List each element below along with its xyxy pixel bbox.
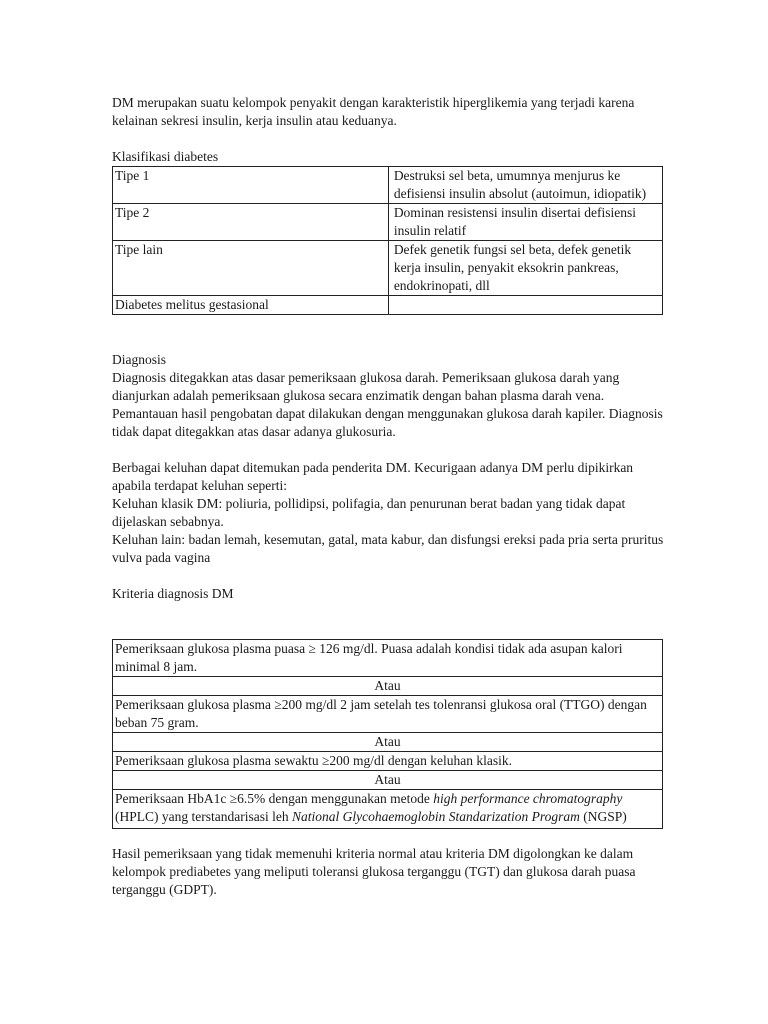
table-row bbox=[113, 696, 663, 733]
document-page bbox=[112, 94, 664, 899]
table-row bbox=[113, 733, 663, 752]
classification-table bbox=[112, 166, 663, 315]
criteria-text: (NGSP) bbox=[579, 809, 627, 824]
or-cell: Atau bbox=[113, 771, 663, 790]
criteria-text: (HPLC) yang terstandarisasi leh bbox=[115, 809, 292, 824]
table-row bbox=[113, 771, 663, 790]
table-row bbox=[113, 790, 663, 829]
description-cell bbox=[388, 296, 662, 315]
criteria-cell: Pemeriksaan glukosa plasma sewaktu ≥200 mg/dl dengan keluhan klasik. bbox=[113, 752, 663, 771]
criteria-italic-text: high performance chromatography bbox=[433, 791, 623, 806]
type-cell: Diabetes melitus gestasional bbox=[113, 296, 389, 315]
table-row bbox=[113, 752, 663, 771]
table-row bbox=[113, 241, 663, 296]
criteria-heading: Kriteria diagnosis DM bbox=[112, 586, 234, 601]
table-row bbox=[113, 677, 663, 696]
diagnosis-paragraph: Diagnosis ditegakkan atas dasar pemeriksaan glukosa darah. Pemeriksaan glukosa darah yang dianjurkan adalah pemeriksaan glukosa secara enzimatik dengan bahan plasma darah vena. Pemantauan hasil pengobatan dapat dilakukan dengan menggunakan glukosa darah kapiler. Diagnosis tidak dapat ditegakkan atas dasar adanya glukosuria. bbox=[112, 370, 663, 439]
criteria-italic-text: National Glycohaemoglobin Standarization Program bbox=[291, 809, 580, 824]
criteria-table bbox=[112, 639, 663, 829]
criteria-text: Pemeriksaan HbA1c ≥6.5% dengan menggunakan metode bbox=[115, 791, 434, 806]
table-row bbox=[113, 167, 663, 204]
or-cell: Atau bbox=[113, 677, 663, 696]
table-row bbox=[113, 296, 663, 315]
type-cell: Tipe 1 bbox=[113, 167, 389, 204]
classification-heading: Klasifikasi diabetes bbox=[112, 149, 219, 164]
other-complaints: Keluhan lain: badan lemah, kesemutan, gatal, mata kabur, dan disfungsi ereksi pada pria serta pruritus vulva pada vagina bbox=[112, 532, 664, 565]
closing-paragraph: Hasil pemeriksaan yang tidak memenuhi kriteria normal atau kriteria DM digolongkan ke dalam kelompok prediabetes yang meliputi toleransi glukosa terganggu (TGT) dan glukosa darah puasa terganggu (GDPT). bbox=[112, 846, 636, 897]
description-cell: Defek genetik fungsi sel beta, defek genetik kerja insulin, penyakit eksokrin pankreas, endokrinopati, dll bbox=[388, 241, 662, 296]
criteria-cell: Pemeriksaan glukosa plasma ≥200 mg/dl 2 jam setelah tes tolenransi glukosa oral (TTGO) dengan beban 75 gram. bbox=[113, 696, 663, 733]
criteria-cell bbox=[113, 790, 663, 829]
type-cell: Tipe lain bbox=[113, 241, 389, 296]
or-cell: Atau bbox=[113, 733, 663, 752]
diagnosis-heading: Diagnosis bbox=[112, 352, 166, 367]
intro-paragraph: DM merupakan suatu kelompok penyakit dengan karakteristik hiperglikemia yang terjadi karena kelainan sekresi insulin, kerja insulin atau keduanya. bbox=[112, 95, 635, 128]
classic-complaints: Keluhan klasik DM: poliuria, pollidipsi, polifagia, dan penurunan berat badan yang tidak dapat dijelaskan sebabnya. bbox=[112, 496, 626, 529]
description-cell: Dominan resistensi insulin disertai defisiensi insulin relatif bbox=[388, 204, 662, 241]
complaints-paragraph: Berbagai keluhan dapat ditemukan pada penderita DM. Kecurigaan adanya DM perlu dipikirkan apabila terdapat keluhan seperti: bbox=[112, 460, 634, 493]
table-row bbox=[113, 204, 663, 241]
description-cell: Destruksi sel beta, umumnya menjurus ke defisiensi insulin absolut (autoimun, idiopatik) bbox=[388, 167, 662, 204]
type-cell: Tipe 2 bbox=[113, 204, 389, 241]
table-row bbox=[113, 640, 663, 677]
criteria-cell: Pemeriksaan glukosa plasma puasa ≥ 126 mg/dl. Puasa adalah kondisi tidak ada asupan kalori minimal 8 jam. bbox=[113, 640, 663, 677]
